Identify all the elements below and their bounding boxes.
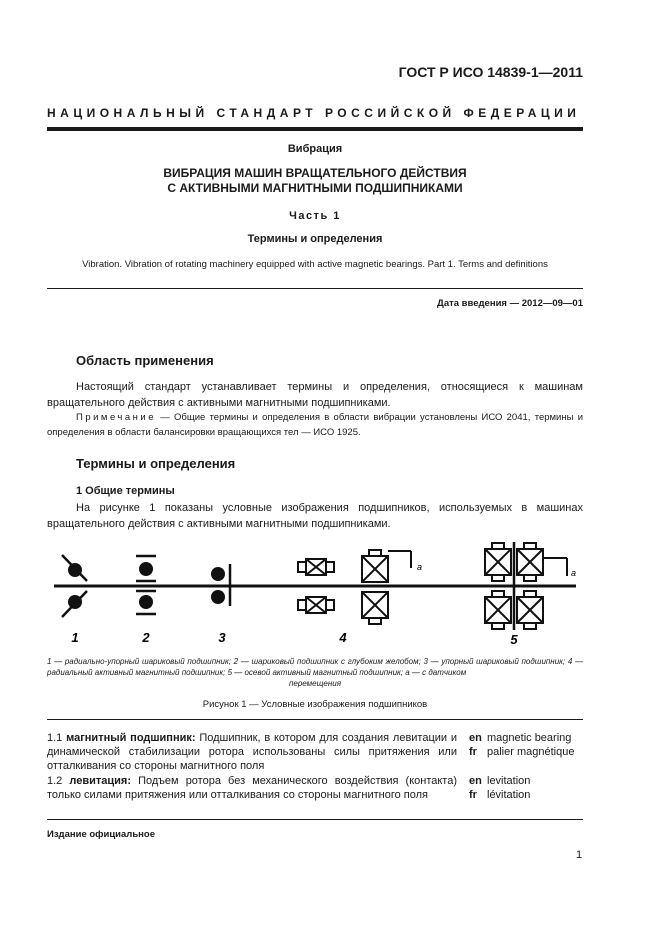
figure-label-2: 2 <box>142 630 150 645</box>
term-en: levitation <box>487 775 531 787</box>
official-edition: Издание официальное <box>47 829 155 840</box>
term-fr: lévitation <box>487 789 531 801</box>
term-1-1 <box>47 731 457 773</box>
national-standard-banner: НАЦИОНАЛЬНЫЙ СТАНДАРТ РОССИЙСКОЙ ФЕДЕРАЦИИ <box>47 106 581 120</box>
lang-code-fr: fr <box>469 789 477 801</box>
subject-heading: Вибрация <box>287 143 343 155</box>
legend-text: 1 — радиально-упорный шариковый подшипник; 2 — шариковый подшипник с глубоким желобом; 3 — упорный шариковый подшипник; 4 — радиальный активный магнитный подшипник; 5 — осевой активный магнитный подшипник; a — с датчиком <box>47 657 583 677</box>
footer-rule <box>47 819 583 820</box>
part-title: Термины и определения <box>247 233 383 245</box>
sensor-label-a-axial: a <box>571 568 577 578</box>
lang-code-fr: fr <box>469 746 477 758</box>
figure-legend <box>47 656 583 689</box>
bearing-symbols-figure <box>40 538 590 650</box>
figure-caption: Рисунок 1 — Условные изображения подшипников <box>202 699 428 710</box>
term-number: 1.1 <box>47 732 63 744</box>
scope-text: Настоящий стандарт устанавливает термины и определения, относящиеся к машинам вращательного действия с активными магнитными подшипниками. <box>47 381 583 409</box>
document-number: ГОСТ Р ИСО 14839-1—2011 <box>398 64 583 80</box>
title-line-1: ВИБРАЦИЯ МАШИН ВРАЩАТЕЛЬНОГО ДЕЙСТВИЯ <box>163 166 467 180</box>
term-fr: palier magnétique <box>487 746 575 758</box>
header-rule <box>47 127 583 131</box>
part-number: Часть 1 <box>289 210 341 222</box>
introduction-date: Дата введения — 2012—09—01 <box>437 298 583 309</box>
english-title: Vibration. Vibration of rotating machinery equipped with active magnetic bearings. Part 1. Terms and definitions <box>82 259 548 270</box>
scope-note <box>47 410 583 440</box>
note-label: Примечание <box>76 412 156 423</box>
scope-paragraph <box>47 379 583 411</box>
date-rule <box>47 288 583 289</box>
terms-rule <box>47 719 583 720</box>
terms-intro-text: На рисунке 1 показаны условные изображения подшипников, используемых в машинах вращательного действия с активными магнитными подшипниками. <box>47 502 583 530</box>
term-1-1-translations <box>469 731 589 759</box>
lang-code-en: en <box>469 732 482 744</box>
term-1-2-translations <box>469 774 589 802</box>
term-definition: Подъем ротора без механического воздействия (контакта) только силами притяжения или отталкивания со стороны магнитного поля <box>47 775 457 801</box>
figure-label-3: 3 <box>218 630 226 645</box>
section-terms-heading: Термины и определения <box>76 456 236 471</box>
document-title <box>47 166 583 196</box>
term-number: 1.2 <box>47 775 63 787</box>
term-name: левитация: <box>69 775 131 787</box>
terms-intro-paragraph <box>47 500 583 532</box>
section-scope-heading: Область применения <box>76 353 214 368</box>
figure-label-5: 5 <box>510 632 518 647</box>
legend-text-last: перемещения <box>289 679 341 688</box>
term-1-2 <box>47 774 457 802</box>
general-terms-heading: 1 Общие термины <box>76 485 175 497</box>
sensor-label-a: a <box>417 562 423 572</box>
figure-label-1: 1 <box>71 630 79 645</box>
note-text: — Общие термины и определения в области вибрации установлены ИСО 2041, термины и определения в области балансировки вращающихся тел — ИСО 1925. <box>47 412 583 438</box>
page-number: 1 <box>576 849 583 861</box>
lang-code-en: en <box>469 775 482 787</box>
term-definition: Подшипник, в котором для создания левитации и динамической стабилизации ротора использованы силы притяжения или отталкивания со стороны магнитного поля <box>47 732 457 772</box>
title-line-2: С АКТИВНЫМИ МАГНИТНЫМИ ПОДШИПНИКАМИ <box>167 181 463 195</box>
term-en: magnetic bearing <box>487 732 572 744</box>
term-name: магнитный подшипник: <box>66 732 196 744</box>
figure-label-4: 4 <box>339 630 347 645</box>
